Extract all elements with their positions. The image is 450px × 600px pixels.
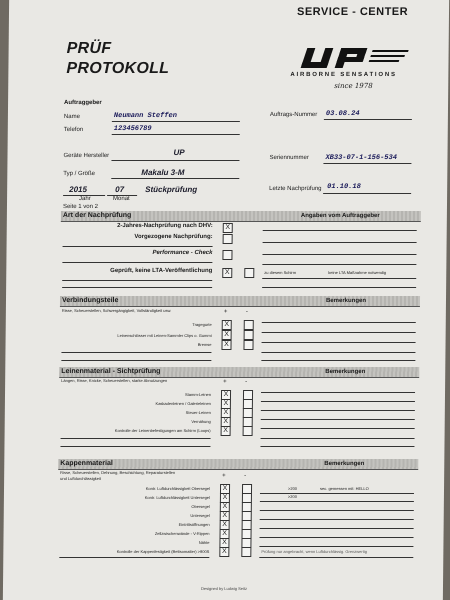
kappe-row6-plus[interactable]: X bbox=[219, 529, 229, 539]
kappe-row3-label: Obersegel bbox=[191, 504, 210, 509]
page-indicator: Seite 1 von 2 bbox=[62, 204, 99, 210]
verb-row2-plus[interactable]: X bbox=[222, 330, 232, 340]
verb-row2-label: Leinenschlösser mit Leinen-Sammler Clips o. Gummi bbox=[117, 333, 212, 338]
verb-plus: + bbox=[223, 309, 228, 315]
verb-header-band bbox=[60, 296, 420, 307]
verb-row2-minus[interactable] bbox=[244, 330, 254, 340]
kappe-last-plus[interactable]: X bbox=[219, 547, 229, 557]
leinen-row3-plus[interactable]: X bbox=[221, 408, 231, 418]
kappe-row1-label: Kontr. Luftdurchlässigkeit Obersegel bbox=[145, 486, 211, 491]
art-title: Art der Nachprüfung bbox=[62, 212, 132, 219]
verb-title: Verbindungsteile bbox=[61, 297, 119, 304]
leinen-plus: + bbox=[223, 379, 227, 385]
leinen-row5-label: Kontrolle der Leinenbefestigungen am Schirm (Loops) bbox=[114, 428, 211, 433]
designed-by: Designed by Ludwig Seitz bbox=[200, 586, 248, 591]
kappe-subtitle-2: und Luftdurchlässigkeit bbox=[60, 476, 102, 481]
protocol-page bbox=[3, 0, 449, 600]
verb-row3-minus[interactable] bbox=[243, 340, 253, 350]
title-line-2: PROTOKOLL bbox=[66, 60, 170, 77]
leinen-title: Leinenmaterial - Sichtprüfung bbox=[61, 368, 161, 375]
art-row4-label: Geprüft, keine LTA-Veröffentlichung bbox=[110, 268, 213, 274]
art-header-band bbox=[61, 211, 421, 222]
art-row4-note2: keine LTA Maßnahme notwendig bbox=[328, 270, 387, 275]
kappe-remarks: Bemerkungen bbox=[324, 461, 365, 467]
verb-row3-label: Bremse bbox=[197, 342, 212, 347]
leinen-row1-label: Stamm-Leinen bbox=[184, 392, 212, 397]
month-label: Monat bbox=[113, 196, 130, 202]
serial-value: XB33-07-1-156-534 bbox=[325, 154, 397, 162]
client-section-label: Auftraggeber bbox=[64, 100, 102, 106]
leinen-remarks: Bemerkungen bbox=[325, 369, 366, 375]
kappe-last-note: Prüfung nur angebracht, wenn Luftdurchlässig. Grenzwertig bbox=[261, 549, 368, 554]
art-row3-checkbox[interactable] bbox=[222, 250, 232, 260]
art-row2-checkbox[interactable] bbox=[223, 234, 233, 244]
verb-remarks: Bemerkungen bbox=[325, 298, 367, 304]
art-row1-checkbox[interactable]: X bbox=[223, 223, 233, 233]
verb-row3-plus[interactable]: X bbox=[221, 340, 231, 350]
art-right-title: Angaben vom Auftraggeber bbox=[300, 213, 380, 219]
leinen-row2-plus[interactable]: X bbox=[221, 399, 231, 409]
verb-row1-minus[interactable] bbox=[244, 320, 254, 330]
maker-label: Geräte Hersteller bbox=[63, 153, 110, 159]
kappe-row5-plus[interactable]: X bbox=[220, 520, 230, 530]
kappe-row7-plus[interactable]: X bbox=[219, 538, 229, 548]
last-check-value: 01.10.18 bbox=[327, 183, 361, 191]
leinen-row4-label: Vernähung bbox=[191, 419, 211, 424]
kappe-last-minus[interactable] bbox=[241, 547, 251, 557]
leinen-row4-plus[interactable]: X bbox=[221, 417, 231, 427]
leinen-row2-label: Kaskadenleinen / Galerieleinen bbox=[155, 401, 211, 406]
logo-since: since 1978 bbox=[334, 82, 373, 90]
kappe-row2-label: Kontr. Luftdurchlässigkeit Untersegel bbox=[144, 495, 210, 500]
leinen-row5-minus[interactable] bbox=[243, 426, 253, 436]
phone-value: 123456789 bbox=[113, 125, 152, 133]
order-value: 03.08.24 bbox=[325, 110, 360, 118]
title-line-1: PRÜF bbox=[66, 40, 112, 57]
kappe-row4-plus[interactable]: X bbox=[220, 511, 230, 521]
phone-label: Telefon bbox=[63, 127, 84, 133]
kappe-row7-label: Nähte bbox=[198, 540, 210, 545]
logo-tagline: AIRBORNE SENSATIONS bbox=[290, 72, 397, 78]
order-label: Auftrags-Nummer bbox=[269, 112, 318, 118]
kappe-row6-label: Zellzwischenwände - V-Rippen bbox=[154, 531, 210, 536]
kappe-row2-note: >200 bbox=[287, 494, 297, 499]
kappe-row4-label: Untersegel bbox=[190, 513, 210, 518]
leinen-row1-plus[interactable]: X bbox=[221, 390, 231, 400]
year-label: Jahr bbox=[79, 196, 91, 202]
serial-label: Seriennummer bbox=[269, 155, 309, 161]
verb-row1-plus[interactable]: X bbox=[222, 320, 232, 330]
verb-row1-label: Tragegurte bbox=[192, 322, 212, 327]
leinen-row3-label: Steuer-Leinen bbox=[185, 410, 211, 415]
kappe-row1-plus[interactable]: X bbox=[220, 484, 230, 494]
art-row2-label: Vorgezogene Nachprüfung: bbox=[134, 234, 213, 240]
art-row4-checkbox-b[interactable] bbox=[244, 268, 254, 278]
service-center-heading: SERVICE - CENTER bbox=[296, 6, 409, 18]
maker-value: UP bbox=[173, 148, 185, 157]
kappe-row2-plus[interactable]: X bbox=[220, 493, 230, 503]
kappe-row3-plus[interactable]: X bbox=[220, 502, 230, 512]
leinen-row5-plus[interactable]: X bbox=[221, 426, 231, 436]
type-value: Makalu 3-M bbox=[141, 168, 185, 177]
month-value: 07 bbox=[115, 185, 125, 194]
piece-check-label: Stückprüfung bbox=[145, 185, 198, 194]
art-row4-checkbox[interactable]: X bbox=[222, 268, 232, 278]
leinen-subtitle: Längen, Risse, Knicke, Scheuerstellen, starke Abnutzungen bbox=[61, 378, 168, 383]
kappe-last-label: Kontrolle der Kappenfestigkeit (Bettsomatter) >900S bbox=[116, 549, 210, 554]
name-value: Neumann Steffen bbox=[113, 112, 177, 120]
verb-minus: - bbox=[245, 309, 248, 315]
kappe-row1-note2: sec. gemessen mit: HELLO bbox=[319, 486, 369, 491]
kappe-minus: - bbox=[244, 473, 247, 479]
kappe-subtitle-1: Risse, Scheuerstellen, Dehnung, Beschichtung, Reparaturstellen bbox=[60, 470, 176, 475]
kappe-header-band bbox=[58, 459, 418, 470]
art-row3-label: Performance - Check bbox=[152, 250, 213, 256]
leinen-minus: - bbox=[245, 379, 248, 385]
year-value: 2015 bbox=[69, 185, 88, 194]
kappe-row1-note: >200 bbox=[287, 486, 298, 491]
last-check-label: Letzte Nachprüfung bbox=[269, 186, 322, 192]
kappe-title: Kappenmaterial bbox=[60, 460, 113, 467]
name-label: Name bbox=[63, 114, 80, 120]
verb-subtitle: Risse, Scheuerstellen, Schwergängigkeit, Vollständigkeit usw. bbox=[61, 308, 172, 313]
art-row1-label: 2-Jahres-Nachprüfung nach DHV: bbox=[117, 223, 213, 229]
kappe-plus: + bbox=[222, 473, 226, 479]
type-label: Typ / Größe bbox=[63, 171, 96, 177]
art-row4-note1: zu diesem Schirm bbox=[264, 270, 297, 275]
leinen-header-band bbox=[59, 367, 419, 378]
kappe-row5-label: Eintrittsöffnungen bbox=[178, 522, 210, 527]
